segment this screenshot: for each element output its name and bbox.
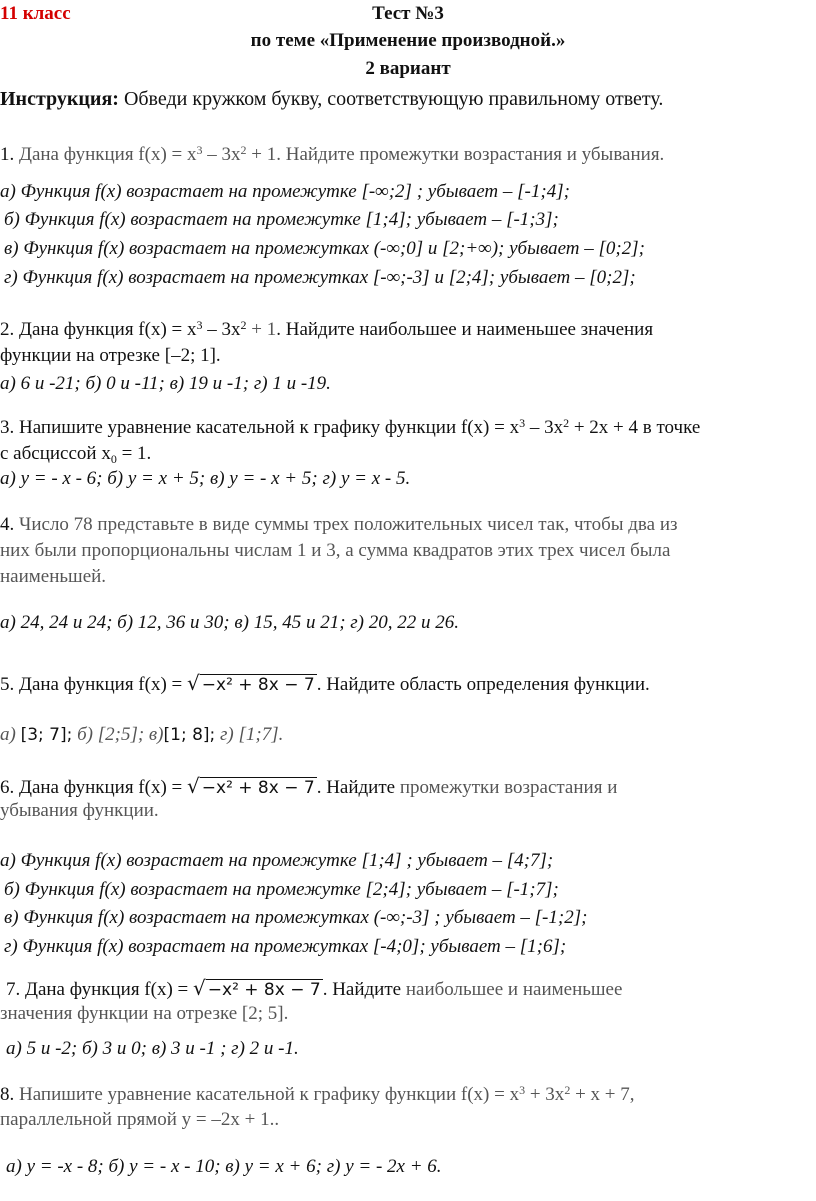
q1-option-b[interactable]: б) Функция f(x) возрастает на промежутке [1;4]; убывает – [-1;3]; [4,209,559,230]
q8-answers[interactable]: а) y = -x - 8; б) y = - x - 10; в) y = x + 6; г) y = - 2x + 6. [6,1156,442,1177]
question-2: 2. Дана функция $f(x) = x^3 - 3x^2 + 1$. Найдите наибольшее и наименьшее значения [0,318,654,340]
q5-sqrt: √ −x² + 8x − 7 [187,671,315,695]
q1-number: 1. [0,144,15,165]
q4-line-2: них были пропорциональны числам 1 и 3, а сумма квадратов этих трех чисел была [0,540,671,561]
question-7: 7. Дана функция f(x) = √ −x² + 8x − 7 . Найдите наибольшее и наименьшее [6,976,623,1000]
q4-line-3: наименьшей. [0,566,107,587]
q1-option-g[interactable]: г) Функция f(x) возрастает на промежутках [-∞;-3] и [2;4]; убывает – [0;2]; [4,267,636,288]
question-5: 5. Дана функция f(x) = √ −x² + 8x − 7 . Найдите область определения функции. [0,671,650,695]
q7-line-2: значения функции на отрезке [2; 5]. [0,1003,289,1024]
q6-option-a[interactable]: а) Функция f(x) возрастает на промежутке [1;4] ; убывает – [4;7]; [0,850,554,871]
q6-option-b[interactable]: б) Функция f(x) возрастает на промежутке [2;4]; убывает – [-1;7]; [4,879,559,900]
instruction [0,87,663,111]
q3-answers[interactable]: а) y = - x - 6; б) y = x + 5; в) y = - x + 5; г) y = x - 5. [0,468,411,489]
q2-answers[interactable]: а) 6 и -21; б) 0 и -11; в) 19 и -1; г) 1 и -19. [0,373,331,394]
q4-answers[interactable]: а) 24, 24 и 24; б) 12, 36 и 30; в) 15, 45 и 21; г) 20, 22 и 26. [0,612,460,633]
q6-option-v[interactable]: в) Функция f(x) возрастает на промежутках (-∞;-3] ; убывает – [-1;2]; [4,907,588,928]
grade-label: 11 класс [0,3,71,24]
test-topic: по теме «Применение производной.» [250,30,566,51]
instruction-label: Инструкция: [0,88,119,110]
q1-option-a[interactable]: а) Функция f(x) возрастает на промежутке [-∞;2] ; убывает – [-1;4]; [0,181,570,202]
q7-answers[interactable]: а) 5 и -2; б) 3 и 0; в) 3 и -1 ; г) 2 и -1. [6,1038,299,1059]
q7-sqrt: √ −x² + 8x − 7 [193,976,321,1000]
q6-option-g[interactable]: г) Функция f(x) возрастает на промежутках [-4;0]; убывает – [1;6]; [4,936,567,957]
q1-option-v[interactable]: в) Функция f(x) возрастает на промежутках (-∞;0] и [2;+∞); убывает – [0;2]; [4,238,645,259]
question-6: 6. Дана функция f(x) = √ −x² + 8x − 7 . Найдите промежутки возрастания и [0,774,618,798]
q6-line-2: убывания функции. [0,800,159,821]
question-1 [0,143,664,167]
q5-answers[interactable]: а) [3; 7]; б) [2;5]; в)[1; 8]; г) [1;7]. [0,724,284,745]
instruction-text: Обведи кружком букву, соответствующую правильному ответу. [118,88,664,110]
q6-sqrt: √ −x² + 8x − 7 [187,774,315,798]
q1-text: Дана функция $f(x) = x^3 - 3x^2 + 1$. Найдите промежутки возрастания и убывания. [14,143,665,165]
test-title: Тест №3 [372,3,444,24]
q3-line-2: с абсциссой $x_0 = 1$. [0,443,152,466]
q2-line-2: функции на отрезке [–2; 1]. [0,345,221,366]
question-8: 8. Напишите уравнение касательной к графику функции $f(x) = x^3 + 3x^2 + x + 7$, [0,1083,635,1105]
question-3: 3. Напишите уравнение касательной к графику функции $f(x) = x^3 - 3x^2 + 2x + 4$ в точке [0,416,701,438]
question-4: 4. Число 78 представьте в виде суммы трех положительных чисел так, чтобы два из [0,514,678,535]
q8-line-2: параллельной прямой y = –2x + 1.. [0,1109,280,1130]
variant-label: 2 вариант [365,58,451,79]
